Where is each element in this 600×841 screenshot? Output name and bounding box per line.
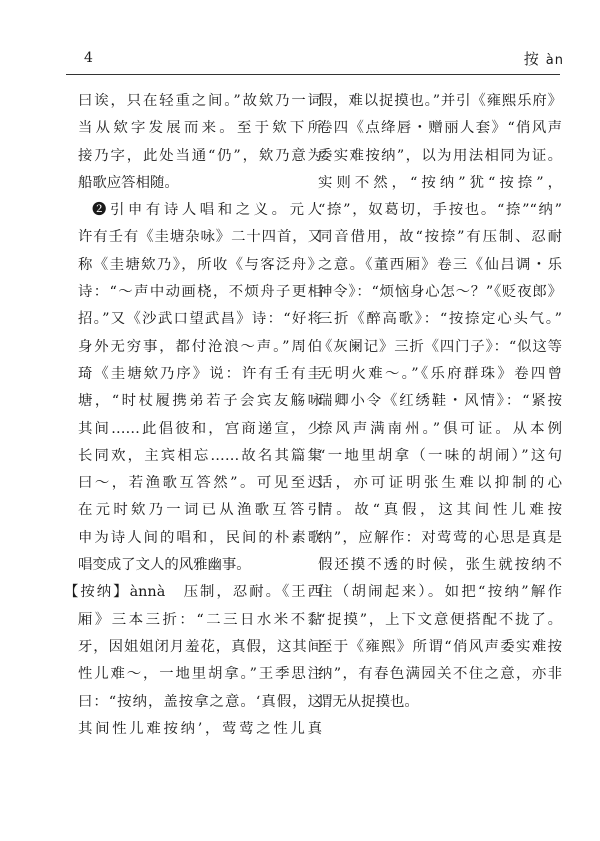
- text-line: 神令》：“烦恼身心怎～？”《贬夜郎》: [318, 284, 562, 301]
- text-line: 申为诗人间的唱和，民间的朴素歌: [78, 529, 322, 546]
- text-line: 捺风声满南州。”俱可证。从本例: [318, 420, 562, 437]
- text-line: 卷四《点绛唇・赠丽人套》“俏风声: [318, 120, 562, 137]
- text-line: 同音借用，故“按捺”有压制、忍耐: [318, 229, 562, 246]
- text-line: 纳”，有春色满园关不住之意，亦非: [318, 666, 562, 683]
- text-line: 假还摸不透的时候，张生就按纳不: [318, 557, 562, 574]
- text-line: 曰：“按纳，盖按拿之意。‘真假，这: [78, 693, 322, 710]
- text-line: 称《圭塘欸乃》，所收《与客泛舟》: [78, 256, 322, 273]
- text-line: 委实难按纳”，以为用法相同为证。: [318, 147, 562, 164]
- text-line: 接乃字，此处当通“仍”，欸乃意为: [78, 147, 322, 164]
- text-line: 船歌应答相随。: [78, 174, 179, 191]
- text-line: 当从欸字发展而来。至于欸下所: [78, 120, 322, 137]
- text-line: 在元时欸乃一词已从渔歌互答引: [78, 502, 322, 519]
- text-line: 牙，因姐姐闭月羞花，真假，这其间: [78, 638, 322, 655]
- running-head-character: 按: [523, 50, 540, 68]
- right-column: [318, 88, 562, 716]
- text-line: 塘，“时杖履携弟若子会宾友觞咏: [78, 393, 322, 410]
- text-line: “捉摸”，上下文意便搭配不拢了。: [318, 611, 562, 628]
- text-line: 至于《雍熙》所谓“俏风声委实难按: [318, 638, 562, 655]
- text-line: 唱变成了文人的风雅幽事。: [78, 557, 251, 574]
- running-head: [524, 48, 564, 69]
- text-line: 纳”，应解作：对莺莺的心思是真是: [318, 529, 562, 546]
- text-line: 《灰阑记》三折《四门子》：“似这等: [318, 338, 562, 355]
- text-line: 三折《醉高歌》：“按捺定心头气。”: [318, 311, 562, 328]
- text-line: 无明火难～。”《乐府群珠》卷四曾: [318, 365, 562, 382]
- text-line: 之意。《董西厢》卷三《仙吕调・乐: [318, 256, 562, 273]
- text-line: 曰～，若渔歌互答然”。可见至迟: [78, 475, 322, 492]
- text-line: 假，难以捉摸也。”并引《雍熙乐府》: [318, 93, 562, 109]
- text-line: 身外无穷事，都付沧浪～声。”周伯: [78, 338, 322, 355]
- text-line: 许有壬有《圭塘杂咏》二十四首，又: [78, 229, 322, 246]
- text-line: 实则不然，“按纳”犹“按捺”，: [318, 174, 562, 191]
- text-line: 长同欢，主宾相忘……故名其篇集: [78, 447, 322, 464]
- text-line: 其间性儿难按纳’，莺莺之性儿真: [78, 720, 322, 737]
- text-line: 诗：“～声中动画桡，不烦舟子更相: [78, 284, 322, 301]
- text-line: 谓无从捉摸也。: [318, 693, 419, 710]
- text-line: 情。故“真假，这其间性儿难按: [318, 502, 562, 519]
- text-line: 厢》三本三折：“二三日水米不黏: [78, 611, 322, 628]
- text-line: “捺”，奴葛切，手按也。“捺”“纳”: [318, 202, 562, 219]
- text-line: 性儿难～，一地里胡拿。”王季思注: [78, 666, 322, 683]
- text-line: 琦《圭塘欸乃序》说：许有壬有圭: [78, 365, 322, 382]
- text-line: 曰诶，只在轻重之间。”故欸乃一词: [78, 93, 322, 109]
- text-line: 住（胡闹起来）。如把“按纳”解作: [318, 584, 562, 601]
- text-line: ❷引申有诗人唱和之义。元人: [92, 202, 322, 219]
- page-number: 4: [84, 50, 93, 66]
- text-line: 瑞卿小令《红绣鞋・风情》：“紧按: [318, 393, 562, 410]
- header-rule: [66, 74, 560, 75]
- running-head-pinyin: àn: [545, 53, 564, 68]
- text-line: 话，亦可证明张生难以抑制的心: [318, 475, 562, 492]
- text-line: 【按纳】ànnà 压制，忍耐。《王西: [64, 584, 322, 601]
- text-line: 招。”又《沙武口望武昌》诗：“好将: [78, 311, 322, 328]
- text-line: “一地里胡拿（一味的胡闹）”这句: [318, 447, 562, 464]
- text-line: 其间……此倡彼和，宫商递宣，少: [78, 420, 322, 437]
- left-column: [64, 88, 322, 743]
